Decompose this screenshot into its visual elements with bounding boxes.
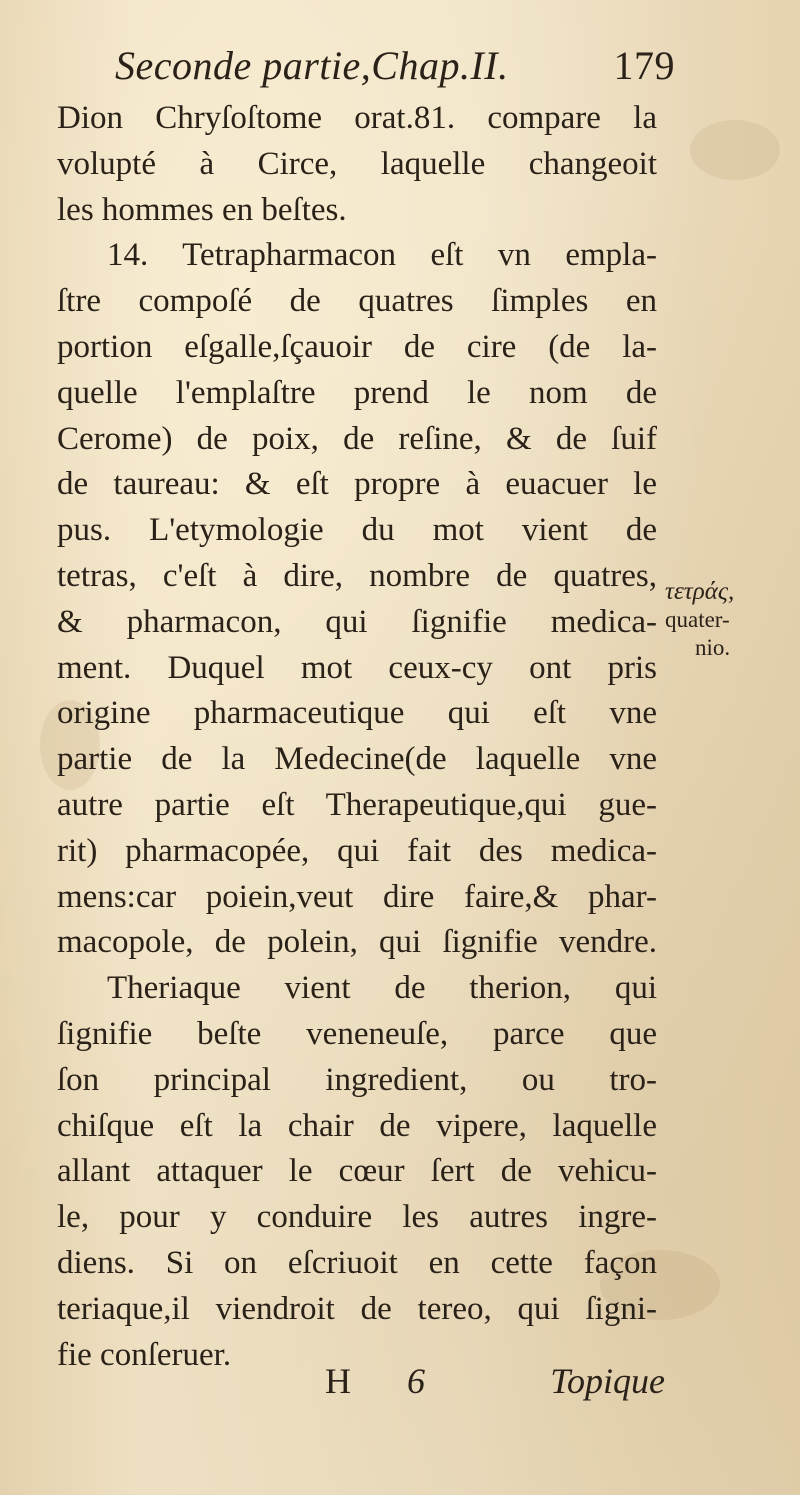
text-line: ſignifie beſte veneneuſe, parce que — [57, 1015, 657, 1052]
text-line: le, pour y conduire les autres ingre- — [57, 1199, 657, 1236]
text-line: ſon principal ingredient, ou tro- — [57, 1061, 657, 1098]
margin-note-greek: τετράς, — [665, 578, 735, 605]
text-line: Theriaque vient de therion, qui — [107, 970, 657, 1007]
margin-note — [665, 578, 795, 662]
signature-number: 6 — [407, 1361, 425, 1401]
text-line: mens:car poiein,veut dire faire,& phar- — [57, 878, 657, 915]
text-line: rit) pharmacopée, qui fait des medica- — [57, 832, 657, 869]
text-line: partie de la Medecine(de laquelle vne — [57, 741, 657, 778]
text-line: macopole, de polein, qui ſignifie vendre. — [57, 924, 657, 961]
margin-note-latin: quater- — [665, 607, 730, 632]
catchword: Topique — [550, 1361, 665, 1401]
text-line: ment. Duquel mot ceux-cy ont pris — [57, 649, 657, 686]
text-line: les hommes en beſtes. — [57, 191, 347, 228]
text-line: autre partie eſt Therapeutique,qui gue- — [57, 786, 657, 823]
text-line: quelle l'emplaſtre prend le nom de — [57, 374, 657, 411]
text-line: tetras, c'eſt à dire, nombre de quatres, — [57, 557, 657, 594]
running-head — [115, 40, 675, 92]
page-footer — [325, 1360, 665, 1410]
body-text — [57, 96, 657, 1378]
signature-mark: H — [325, 1361, 351, 1401]
page-number: 179 — [613, 43, 675, 88]
text-line: pus. L'etymologie du mot vient de — [57, 512, 657, 549]
text-line: volupté à Circe, laquelle changeoit — [57, 145, 657, 182]
running-head-title: Seconde partie,Chap.II. — [115, 43, 509, 88]
text-line: ſtre compoſé de quatres ſimples en — [57, 283, 657, 320]
text-line: portion eſgalle,ſçauoir de cire (de la- — [57, 328, 657, 365]
text-line: de taureau: & eſt propre à euacuer le — [57, 466, 657, 503]
text-line: teriaque,il viendroit de tereo, qui ſigni- — [57, 1290, 657, 1327]
text-line: diens. Si on eſcriuoit en cette façon — [57, 1244, 657, 1281]
text-line: Dion Chryſoſtome orat.81. compare la — [57, 100, 657, 136]
text-line: & pharmacon, qui ſignifie medica- — [57, 603, 657, 640]
text-line: chiſque eſt la chair de vipere, laquelle — [57, 1107, 657, 1144]
text-line: allant attaquer le cœur ſert de vehicu- — [57, 1153, 657, 1190]
text-line: origine pharmaceutique qui eſt vne — [57, 695, 657, 732]
text-line: fie conſeruer. — [57, 1336, 232, 1373]
text-line: 14. Tetrapharmacon eſt vn empla- — [107, 237, 657, 274]
margin-note-latin: nio. — [695, 635, 731, 660]
paper-stain — [690, 120, 780, 180]
text-line: Cerome) de poix, de reſine, & de ſuif — [57, 420, 657, 457]
